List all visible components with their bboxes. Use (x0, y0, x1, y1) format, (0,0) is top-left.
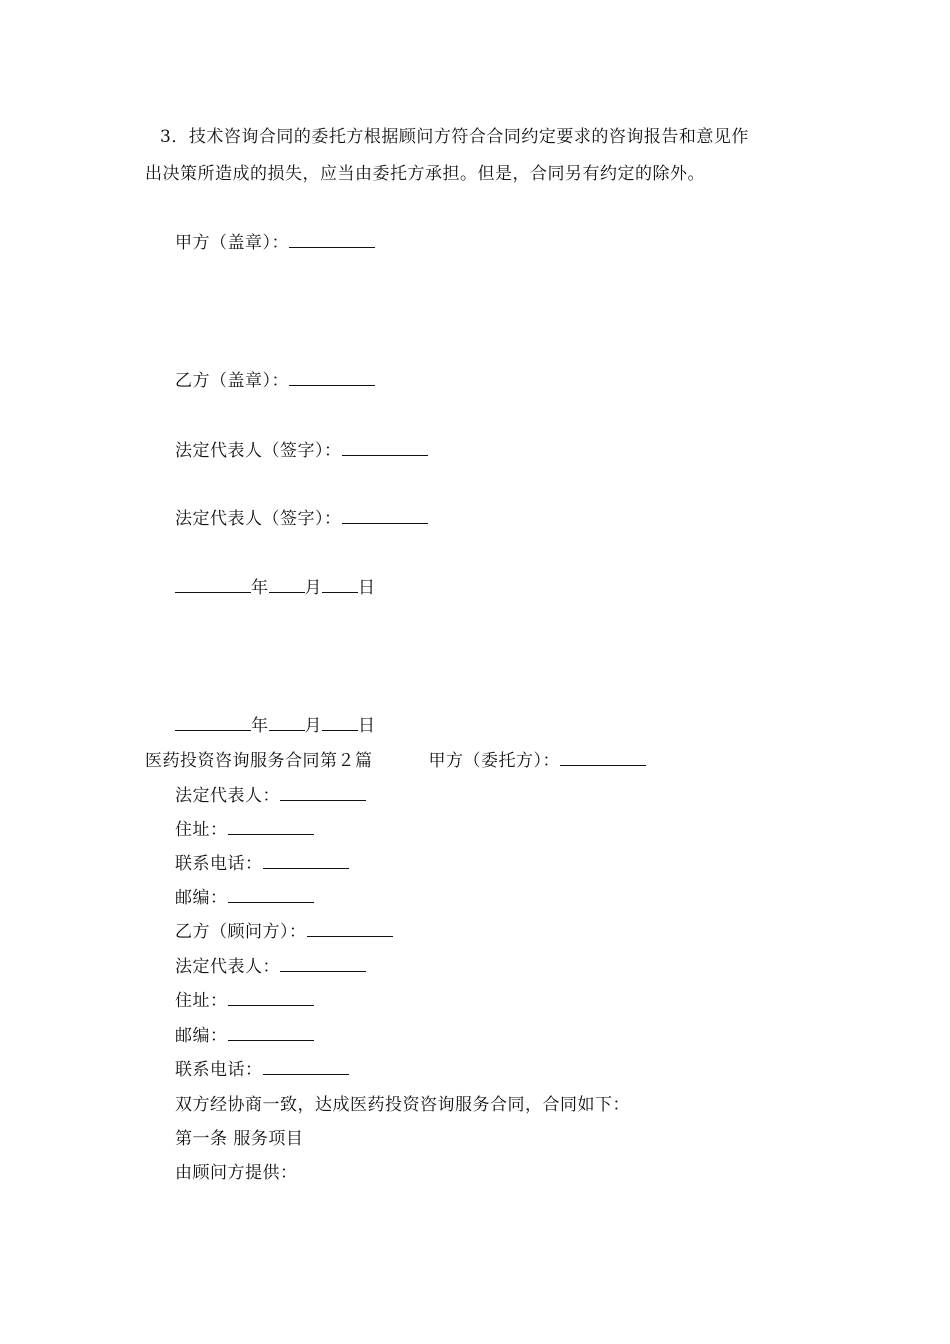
article-1-text: 由顾问方提供： (175, 1163, 298, 1183)
legal-rep-sign-line-2 (175, 508, 428, 530)
party-a-seal-line (175, 232, 375, 254)
party-a-field-address (175, 819, 314, 841)
party-b-field-legal-rep (175, 956, 366, 978)
party-a-blank[interactable] (560, 750, 646, 766)
day-blank-2[interactable] (322, 715, 358, 731)
party-a-field-postcode (175, 887, 314, 909)
field-blank[interactable] (263, 853, 349, 869)
month-label-2: 月 (304, 716, 322, 736)
legal-rep-sign-label-1: 法定代表人（签字）： (175, 441, 342, 461)
day-label-1: 日 (358, 578, 376, 598)
year-blank-2[interactable] (175, 715, 251, 731)
party-b-field-postcode (175, 1025, 314, 1047)
field-blank[interactable] (228, 990, 314, 1006)
legal-rep-sign-label-2: 法定代表人（签字）： (175, 509, 342, 529)
field-label: 联系电话： (175, 854, 263, 874)
legal-rep-sign-blank-1[interactable] (342, 440, 428, 456)
party-a-field-phone (175, 853, 349, 875)
party-b-blank[interactable] (307, 921, 393, 937)
field-label: 法定代表人： (175, 957, 280, 977)
field-label: 联系电话： (175, 1060, 263, 1080)
party-b-seal-line (175, 370, 375, 392)
day-blank-1[interactable] (322, 577, 358, 593)
clause-3-line-2: 出决策所造成的损失，应当由委托方承担。但是，合同另有约定的除外。 (145, 164, 705, 184)
party-b-seal-label: 乙方（盖章）： (175, 371, 289, 391)
party-b-line (175, 921, 393, 943)
field-label: 住址： (175, 820, 228, 840)
month-blank-1[interactable] (269, 577, 305, 593)
field-label: 邮编： (175, 1026, 228, 1046)
day-label-2: 日 (358, 716, 376, 736)
date-line-2 (175, 715, 376, 737)
field-label: 邮编： (175, 888, 228, 908)
date-line-1 (175, 577, 376, 599)
clause-3-line-1: 3．技术咨询合同的委托方根据顾问方符合合同约定要求的咨询报告和意见作 (160, 127, 749, 147)
year-label-1: 年 (251, 578, 269, 598)
month-label-1: 月 (304, 578, 322, 598)
field-blank[interactable] (280, 956, 366, 972)
article-1-title: 第一条 服务项目 (175, 1129, 304, 1149)
party-a-label: 甲方（委托方）： (428, 751, 560, 771)
year-label-2: 年 (251, 716, 269, 736)
month-blank-2[interactable] (269, 715, 305, 731)
legal-rep-sign-line-1 (175, 440, 428, 462)
field-blank[interactable] (228, 819, 314, 835)
party-b-seal-blank[interactable] (289, 370, 375, 386)
field-blank[interactable] (228, 887, 314, 903)
year-blank-1[interactable] (175, 577, 251, 593)
party-b-field-address (175, 990, 314, 1012)
contract-2-title: 医药投资咨询服务合同第２篇 (145, 751, 373, 771)
contract-2-title-line (145, 750, 646, 772)
party-a-seal-label: 甲方（盖章）： (175, 233, 289, 253)
field-label: 法定代表人： (175, 786, 280, 806)
field-label: 住址： (175, 991, 228, 1011)
field-blank[interactable] (228, 1025, 314, 1041)
agreement-text: 双方经协商一致，达成医药投资咨询服务合同，合同如下： (175, 1095, 630, 1115)
party-a-field-legal-rep (175, 785, 366, 807)
field-blank[interactable] (280, 785, 366, 801)
legal-rep-sign-blank-2[interactable] (342, 508, 428, 524)
party-b-label: 乙方（顾问方）： (175, 922, 307, 942)
party-b-field-phone (175, 1059, 349, 1081)
field-blank[interactable] (263, 1059, 349, 1075)
party-a-seal-blank[interactable] (289, 232, 375, 248)
